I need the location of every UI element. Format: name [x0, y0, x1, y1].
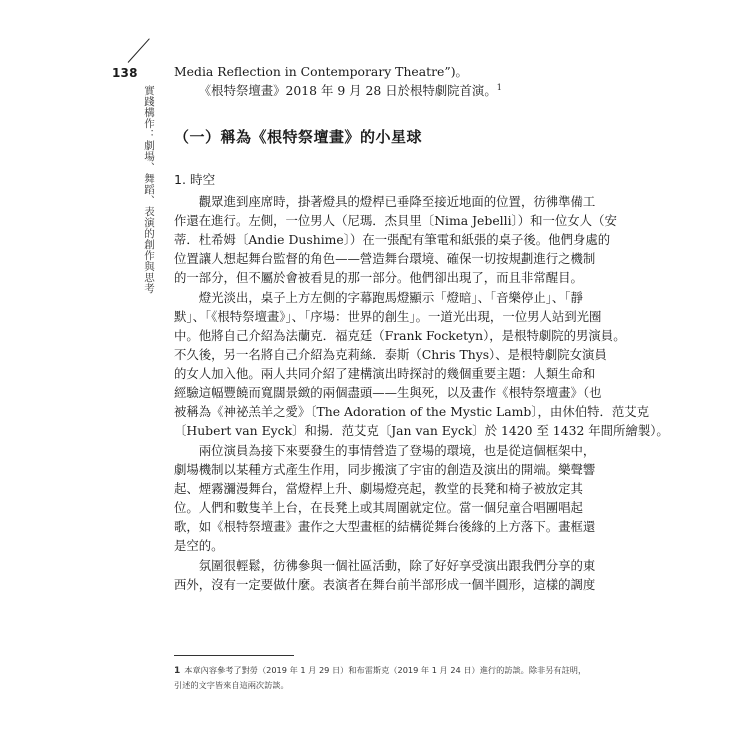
paragraph — [174, 288, 669, 440]
text-line: 劇場機制以某種方式產生作用，同步搬演了宇宙的創造及演出的開端。樂聲響 — [174, 462, 596, 477]
text-line: Media Reflection in Contemporary Theatre”)。 — [174, 64, 468, 79]
main-content — [174, 62, 669, 595]
paragraph — [174, 192, 617, 287]
footnote-text: 本章內容參考了對勞（2019 年 1 月 29 日）和布雷斯克（2019 年 1 月 24 日）進行的訪談。除非另有註明， — [184, 665, 587, 675]
text-line: 西外，沒有一定要做什麼。表演者在舞台前半部形成一個半圓形，這樣的調度 — [174, 577, 596, 592]
footnote-number: 1 — [174, 666, 181, 676]
text-line: 氛圍很輕鬆，彷彿參與一個社區活動，除了好好享受演出跟我們分享的東 — [198, 558, 596, 573]
footnote-line — [174, 663, 587, 678]
text-line: 的一部分，但不屬於會被看見的那一部分。他們卻出現了，而且非常醒目。 — [174, 270, 583, 285]
text-line: 的女人加入他。兩人共同介紹了建構演出時探討的幾個重要主題：人類生命和 — [174, 366, 596, 381]
text-line: 蒂．杜希姆〔Andie Dushime〕）在一張配有筆電和紙張的桌子後。他們身處的 — [174, 232, 611, 247]
text-line: 兩位演員為接下來要發生的事情營造了登場的環境，也是從這個框架中， — [198, 443, 596, 458]
footnote-divider — [174, 655, 294, 656]
text-line: 中。他將自己介紹為法蘭克．福克廷（Frank Focketyn），是根特劇院的男演員。 — [174, 328, 626, 343]
running-head: 實踐構作：劇場、舞蹈、表演的創作與思考 — [143, 85, 155, 294]
text-line: 經驗這幅豐饒而寬闊景緻的兩個盡頭——生與死，以及畫作《根特祭壇畫》（也 — [174, 385, 602, 400]
text-line: 作還在進行。左側，一位男人（尼瑪．杰貝里〔Nima Jebelli〕）和一位女人（安 — [174, 213, 617, 228]
text-line: 燈光淡出，桌子上方左側的字幕跑馬燈顯示「燈暗」、「音樂停止」、「靜 — [198, 290, 583, 305]
text-line: 觀眾進到座席時，掛著燈具的燈桿已垂降至接近地面的位置，彷彿準備工 — [198, 194, 596, 209]
page-number: 138 — [112, 66, 138, 80]
subsection-title: 1. 時空 — [174, 172, 216, 187]
header-divider — [128, 38, 150, 62]
text-line: 起、煙霧瀰漫舞台，當燈桿上升、劇場燈亮起，教堂的長凳和椅子被放定其 — [174, 481, 583, 496]
text-line: 位。人們和數隻羊上台，在長凳上或其周圍就定位。當一個兒童合唱團唱起 — [174, 500, 583, 515]
footnote-ref[interactable]: 1 — [496, 82, 502, 92]
text-line — [174, 81, 584, 100]
section-title: （一）稱為《根特祭壇畫》的小星球 — [174, 128, 423, 146]
paragraph — [174, 556, 596, 594]
premiere-line: 《根特祭壇畫》2018 年 9 月 28 日於根特劇院首演。 — [198, 83, 497, 98]
text-line: 位置讓人想起舞台監督的角色——營造舞台環境、確保一切按規劃進行之機制 — [174, 251, 596, 266]
text-line: 〔Hubert van Eyck〕和揚．范艾克〔Jan van Eyck〕於 1420 至 1432 年間所繪製）。 — [174, 423, 669, 438]
footnote — [174, 663, 587, 692]
footnote-line: 引述的文字皆來自這兩次訪談。 — [174, 680, 289, 690]
paragraph — [174, 441, 596, 555]
text-line: 不久後，另一名將自己介紹為克莉絲．泰斯（Chris Thys）、是根特劇院女演員 — [174, 347, 607, 362]
text-line: 是空的。 — [174, 538, 224, 553]
text-line: 歌，如《根特祭壇畫》畫作之大型畫框的結構從舞台後緣的上方落下。畫框還 — [174, 519, 596, 534]
text-line: 被稱為《神祕羔羊之愛》〔The Adoration of the Mystic Lamb〕，由休伯特．范艾克 — [174, 404, 650, 419]
text-line: 默」、「《根特祭壇畫》」、「序場：世界的創生」。一道光出現，一位男人站到光圈 — [174, 309, 602, 324]
